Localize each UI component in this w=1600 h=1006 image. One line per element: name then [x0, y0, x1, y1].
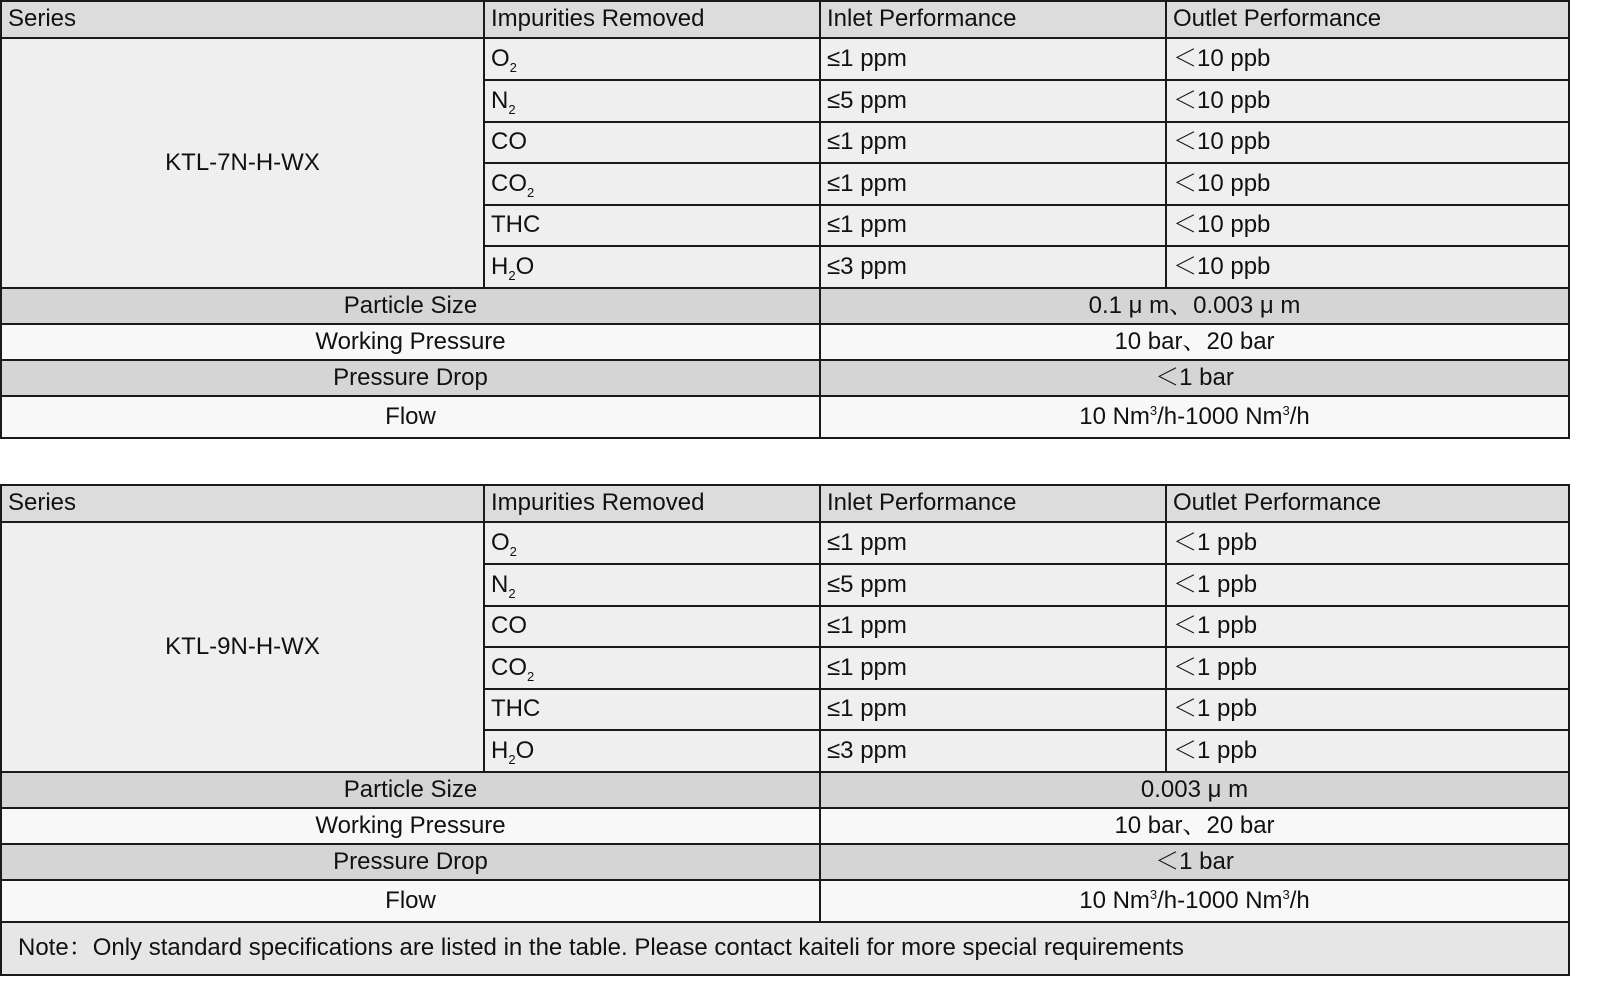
header-series: Series	[1, 1, 484, 38]
series-name: KTL-7N-H-WX	[1, 38, 484, 288]
inlet-value: ≤5 ppm	[820, 80, 1166, 122]
outlet-value: ＜10 ppb	[1166, 122, 1569, 163]
spec-value: 0.003 μ m	[820, 772, 1569, 808]
spec-label: Working Pressure	[1, 808, 820, 844]
series-name: KTL-9N-H-WX	[1, 522, 484, 772]
impurity-name: THC	[484, 689, 820, 730]
outlet-value: ＜1 ppb	[1166, 689, 1569, 730]
outlet-value: ＜1 ppb	[1166, 522, 1569, 564]
impurity-name: THC	[484, 205, 820, 246]
header-outlet: Outlet Performance	[1166, 1, 1569, 38]
note-text: Note：Only standard specifications are listed in the table. Please contact kaiteli for more special requirements	[1, 922, 1569, 975]
impurity-name: $N_2$	[484, 80, 820, 122]
spec-table-ktl-7n	[0, 0, 1570, 439]
header-series: Series	[1, 485, 484, 522]
header-row	[1, 485, 1569, 522]
inlet-value: ≤1 ppm	[820, 606, 1166, 647]
header-row	[1, 1, 1569, 38]
outlet-value: ＜10 ppb	[1166, 38, 1569, 80]
header-inlet: Inlet Performance	[820, 485, 1166, 522]
outlet-value: ＜10 ppb	[1166, 205, 1569, 246]
particle-size-row	[1, 772, 1569, 808]
inlet-value: ≤1 ppm	[820, 647, 1166, 689]
impurity-name: CO	[484, 122, 820, 163]
spec-label: Flow	[1, 880, 820, 922]
flow-row	[1, 880, 1569, 922]
inlet-value: ≤1 ppm	[820, 122, 1166, 163]
inlet-value: ≤3 ppm	[820, 730, 1166, 772]
outlet-value: ＜10 ppb	[1166, 246, 1569, 288]
impurity-name: $N_2$	[484, 564, 820, 606]
working-pressure-row	[1, 324, 1569, 360]
inlet-value: ≤1 ppm	[820, 205, 1166, 246]
spec-label: Flow	[1, 396, 820, 438]
outlet-value: ＜1 ppb	[1166, 606, 1569, 647]
impurity-name: $CO_2$	[484, 163, 820, 205]
spec-label: Particle Size	[1, 288, 820, 324]
spec-value: 0.1 μ m、0.003 μ m	[820, 288, 1569, 324]
impurity-row	[1, 522, 1569, 564]
inlet-value: ≤1 ppm	[820, 163, 1166, 205]
spec-label: Pressure Drop	[1, 360, 820, 396]
outlet-value: ＜10 ppb	[1166, 80, 1569, 122]
outlet-value: ＜1 ppb	[1166, 647, 1569, 689]
flow-row	[1, 396, 1569, 438]
spec-value: ＜1 bar	[820, 844, 1569, 880]
outlet-value: ＜10 ppb	[1166, 163, 1569, 205]
spec-value: ＜1 bar	[820, 360, 1569, 396]
outlet-value: ＜1 ppb	[1166, 564, 1569, 606]
spec-value: 10 Nm$^3$/h-1000 Nm$^3$/h	[820, 880, 1569, 922]
impurity-name: $H_2O$	[484, 246, 820, 288]
impurity-name: $O_2$	[484, 522, 820, 564]
spec-value: 10 bar、20 bar	[820, 808, 1569, 844]
spec-table-ktl-9n	[0, 484, 1570, 976]
impurity-name: $CO_2$	[484, 647, 820, 689]
spec-label: Working Pressure	[1, 324, 820, 360]
spec-value: 10 bar、20 bar	[820, 324, 1569, 360]
impurity-row	[1, 38, 1569, 80]
particle-size-row	[1, 288, 1569, 324]
header-impurities: Impurities Removed	[484, 1, 820, 38]
spec-value: 10 Nm$^3$/h-1000 Nm$^3$/h	[820, 396, 1569, 438]
header-inlet: Inlet Performance	[820, 1, 1166, 38]
spec-label: Particle Size	[1, 772, 820, 808]
inlet-value: ≤1 ppm	[820, 38, 1166, 80]
header-outlet: Outlet Performance	[1166, 485, 1569, 522]
pressure-drop-row	[1, 360, 1569, 396]
impurity-name: CO	[484, 606, 820, 647]
pressure-drop-row	[1, 844, 1569, 880]
spec-label: Pressure Drop	[1, 844, 820, 880]
inlet-value: ≤3 ppm	[820, 246, 1166, 288]
outlet-value: ＜1 ppb	[1166, 730, 1569, 772]
working-pressure-row	[1, 808, 1569, 844]
note-row	[1, 922, 1569, 975]
inlet-value: ≤1 ppm	[820, 522, 1166, 564]
inlet-value: ≤1 ppm	[820, 689, 1166, 730]
impurity-name: $O_2$	[484, 38, 820, 80]
impurity-name: $H_2O$	[484, 730, 820, 772]
inlet-value: ≤5 ppm	[820, 564, 1166, 606]
header-impurities: Impurities Removed	[484, 485, 820, 522]
